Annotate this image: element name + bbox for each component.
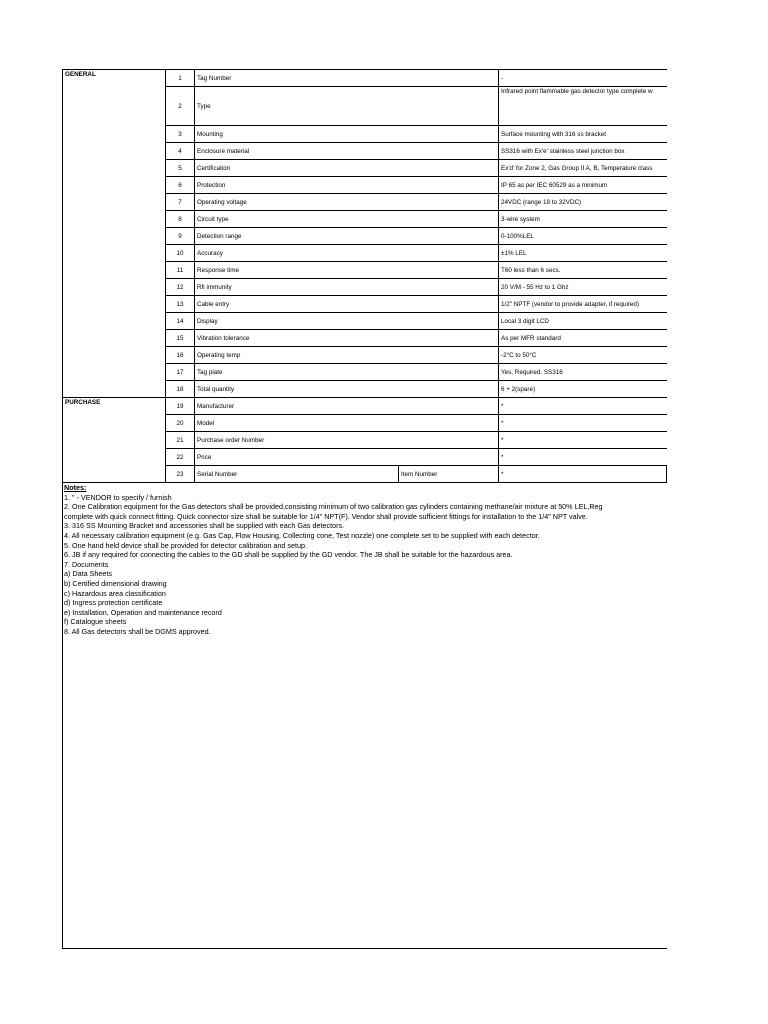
parameter-value: *: [499, 432, 667, 449]
parameter-name: Tag Number: [195, 70, 499, 87]
note-line: f) Catalogue sheets: [64, 617, 127, 627]
note-line: d) Ingress protection certificate: [64, 598, 163, 608]
parameter-name: Enclosure material: [195, 143, 499, 160]
note-line: a) Data Sheets: [64, 569, 112, 579]
parameter-name: Operating temp: [195, 347, 499, 364]
row-number: 1: [166, 70, 195, 87]
parameter-value: 3-wire system: [499, 211, 667, 228]
parameter-value: SS316 with Ex'e' stainless steel junction box: [499, 143, 667, 160]
parameter-name: Type: [195, 87, 499, 126]
parameter-value: Ex'd' for Zone 2, Gas Group II A, B, Temperature class: [499, 160, 667, 177]
parameter-name: Tag plate: [195, 364, 499, 381]
parameter-value: *: [499, 415, 667, 432]
parameter-value: IP 65 as per IEC 60529 as a minimum: [499, 177, 667, 194]
parameter-name: Circuit type: [195, 211, 499, 228]
row-number: 7: [166, 194, 195, 211]
row-number: 8: [166, 211, 195, 228]
parameter-value: 20 V/M - 55 Hz to 1 Ghz: [499, 279, 667, 296]
row-number: 13: [166, 296, 195, 313]
parameter-value: ±1% LEL: [499, 245, 667, 262]
row-number: 5: [166, 160, 195, 177]
row-number: 15: [166, 330, 195, 347]
parameter-name: Price: [195, 449, 499, 466]
row-number: 2: [166, 87, 195, 126]
note-line: b) Certified dimensional drawing: [64, 578, 167, 588]
row-number: 16: [166, 347, 195, 364]
note-line: 7. Documents: [64, 559, 109, 569]
row-number: 23: [166, 466, 195, 483]
table-row: [63, 398, 667, 415]
parameter-name: Manufacturer: [195, 398, 499, 415]
row-number: 20: [166, 415, 195, 432]
parameter-name: Purchase order Number: [195, 432, 499, 449]
table-row: [63, 70, 667, 87]
parameter-value: Infrared point flammable gas detector type complete w: [499, 87, 667, 126]
parameter-value: As per MFR standard: [499, 330, 667, 347]
parameter-value: *: [499, 449, 667, 466]
parameter-name: Certification: [195, 160, 499, 177]
row-number: 9: [166, 228, 195, 245]
note-line: 2. One Calibration equipment for the Gas detectors shall be provided,consisting minimum of two calibration gas cylinders containing methane/air mixture at 50% LEL,Reg: [64, 502, 603, 512]
parameter-name: Display: [195, 313, 499, 330]
parameter-name: Serial Number: [195, 466, 399, 483]
row-number: 12: [166, 279, 195, 296]
parameter-name: Response time: [195, 262, 499, 279]
parameter-value: 0-100%LEL: [499, 228, 667, 245]
row-number: 14: [166, 313, 195, 330]
parameter-name: Operating voltage: [195, 194, 499, 211]
parameter-value: -2°C to 50°C: [499, 347, 667, 364]
note-line: 4. All necessary calibration equipment (e.g. Gas Cap, Flow Housing, Collecting cone, Test nozzle) one complete set to be supplied with each detector.: [64, 530, 540, 540]
parameter-value: *: [499, 398, 667, 415]
note-line: 1. " - VENDOR to specify / furnish: [64, 492, 172, 502]
note-line: complete with quick connect fitting. Quick connector size shall be suitable for 1/4" NPT(F). Vendor shall provide sufficient fittings for installation to the 1/4" NPT valve.: [64, 511, 588, 521]
row-number: 10: [166, 245, 195, 262]
parameter-name: Cable entry: [195, 296, 499, 313]
note-line: 6. JB if any required for connecting the cables to the GD shall be supplied by the GD vendor. The JB shall be suitable for the hazardous area.: [64, 550, 513, 560]
section-label: GENERAL: [63, 70, 166, 398]
parameter-value: T60 less than 6 secs.: [499, 262, 667, 279]
parameter-value: Local 3 digit LCD: [499, 313, 667, 330]
section-label: PURCHASE: [63, 398, 166, 483]
notes-section: [64, 483, 666, 637]
note-line: e) Installation, Operation and maintenance record: [64, 607, 222, 617]
parameter-name: Rfi immunity: [195, 279, 499, 296]
parameter-name: Protection: [195, 177, 499, 194]
parameter-value: Yes, Required. SS316: [499, 364, 667, 381]
row-number: 22: [166, 449, 195, 466]
parameter-value: 24VDC (range 18 to 32VDC): [499, 194, 667, 211]
row-number: 18: [166, 381, 195, 398]
note-line: 5. One hand held device shall be provided for detector calibration and setup.: [64, 540, 307, 550]
parameter-name: Accuracy: [195, 245, 499, 262]
row-number: 19: [166, 398, 195, 415]
note-line: 3. 316 SS Mounting Bracket and accessories shall be supplied with each Gas detectors.: [64, 521, 345, 531]
parameter-value: *: [499, 466, 667, 483]
row-number: 11: [166, 262, 195, 279]
parameter-value: 1/2" NPTF (vendor to provide adapter, if required): [499, 296, 667, 313]
row-number: 17: [166, 364, 195, 381]
row-number: 6: [166, 177, 195, 194]
parameter-name: Vibration tolerance: [195, 330, 499, 347]
parameter-value: Surface mounting with 316 ss bracket: [499, 126, 667, 143]
parameter-value: 6 + 2(spare): [499, 381, 667, 398]
item-number-label: Item Number: [399, 466, 499, 483]
row-number: 3: [166, 126, 195, 143]
parameter-name: Mounting: [195, 126, 499, 143]
row-number: 4: [166, 143, 195, 160]
parameter-name: Model: [195, 415, 499, 432]
row-number: 21: [166, 432, 195, 449]
parameter-name: Detection range: [195, 228, 499, 245]
parameter-value: -: [499, 70, 667, 87]
note-line: 8. All Gas detectors shall be DGMS approved.: [64, 626, 211, 636]
datasheet-table: [62, 69, 667, 483]
parameter-name: Total quantity: [195, 381, 499, 398]
note-line: c) Hazardous area classification: [64, 588, 166, 598]
notes-title: Notes:: [64, 483, 87, 492]
